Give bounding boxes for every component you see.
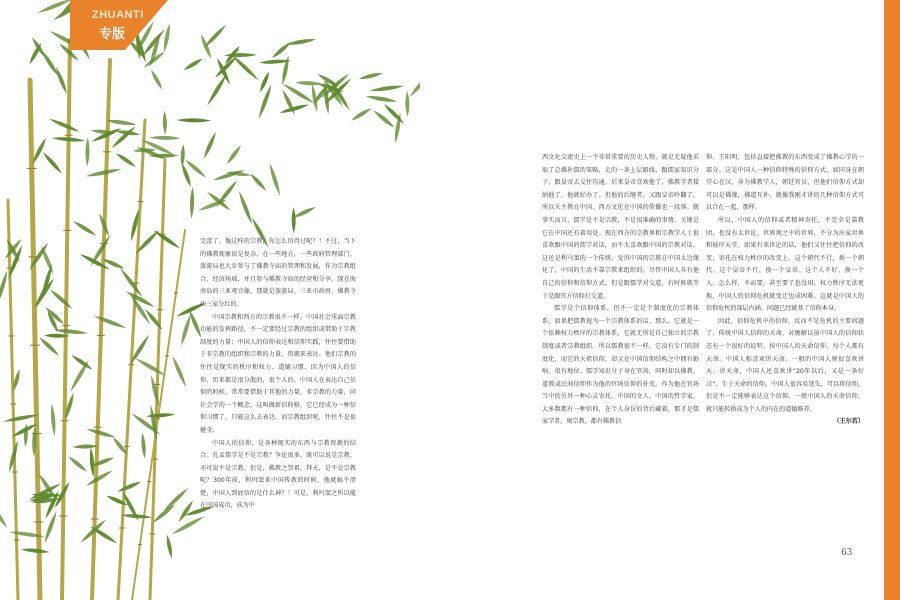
bamboo-leaf: [86, 427, 116, 439]
author-signature: （王尔若）: [833, 418, 864, 426]
bamboo-leaf: [149, 136, 181, 141]
bamboo-leaf: [408, 74, 420, 99]
bamboo-leaf: [151, 503, 176, 525]
bamboo-leaf: [72, 219, 97, 237]
article-column-1: [200, 236, 356, 513]
bamboo-leaf: [48, 117, 80, 134]
bamboo-leaf: [21, 547, 51, 554]
bamboo-leaf: [115, 152, 137, 169]
bamboo-leaf: [85, 137, 90, 167]
bamboo-leaf: [171, 355, 188, 388]
bamboo-leaf: [257, 84, 273, 120]
bamboo-leaf: [68, 358, 90, 393]
bamboo-leaf: [49, 288, 74, 310]
section-tab-en: ZHUANTI: [92, 9, 144, 21]
bamboo-leaf: [134, 357, 167, 378]
bamboo-leaf: [40, 49, 60, 77]
paragraph: 因此，信仰危机中的信仰，反而不是危机的主要问题了。传统中国人信仰的天命，对缠解以前中国人的信仰状态有一个很好的说明。按中国人的天命信仰，每个人都有天命。中国人相喜欢讲天命。一般的中国人则很喜欢讲天、讲天命，中国人还喜欢讲“20年以后，又是一条好汉”。生于天命的信仰，中国人很容易迷失，可以将信仰，但是不一定能够表达这个信仰。一般中国人的天命信仰，就只能转换成为个人的内在的道德修养。: [706, 317, 864, 413]
page-number: 63: [841, 548, 853, 558]
bamboo-leaf: [365, 94, 397, 103]
bamboo-leaf: [93, 314, 127, 330]
bamboo-leaf: [249, 172, 268, 192]
bamboo-leaf: [140, 432, 146, 458]
bamboo-leaf: [199, 33, 213, 59]
bamboo-leaf: [206, 73, 229, 107]
bamboo-leaf: [202, 131, 218, 159]
bamboo-leaf: [350, 106, 372, 122]
bamboo-leaf: [0, 502, 9, 529]
bamboo-leaf: [292, 207, 296, 233]
bamboo-leaf: [179, 314, 192, 347]
bamboo-leaf: [225, 144, 242, 165]
bamboo-leaf: [171, 515, 206, 537]
bamboo-leaf: [67, 455, 88, 473]
bamboo-leaf: [149, 375, 161, 408]
page-edge-bar: [884, 0, 900, 600]
bamboo-leaf: [176, 118, 212, 123]
paragraph: 仰。王阳明，包括直接把佛教的东西变成了佛教心学的一部分。这是中国人一种信仰特殊的信仰方式，如同身在朝堂心在汉，身为佛教学人，朝廷官员，但他们信仰方式却可以是佛缘，佛道互补，就像我刚才讲的几种信仰方式可以合在一起，那样。: [706, 154, 864, 212]
bamboo-leaf: [41, 151, 63, 175]
bamboo-leaf: [177, 499, 195, 523]
bamboo-leaf: [358, 71, 383, 81]
bamboo-leaf: [180, 144, 185, 167]
paragraph: 所以，中国人的信仰或者精神寄托，不完全是靠教团，也没有太世论。世界观之中的世界，不分为出家世界和彼岸天堂。如果有来世论的话，他们又往往把信仰的改变，寄托在权力秩序的改变上。这个朝代不行，换一个朝代。这个皇帝不行，换一个皇帝。这个人不好，换一个人。怎么样，不而要，甚至要了也没用。权力秩序无法更换，中国人的信仰危机就变迁也成困难。这就是中国人的信仰危机的深层内涵，问题已经就基了信仰本身。: [706, 216, 864, 313]
bamboo-leaf: [149, 69, 164, 91]
bamboo-leaf: [85, 469, 114, 488]
bamboo-leaf: [295, 80, 322, 86]
paragraph: 中国人的信仰，是各种现实的东西与宗教资源的结合。孔孟儒学是不是宗教？争论很多，既可以说是宗教，亦可说不是宗教。但是，佛教之祭祖、拜天，是不是宗教呢？300年前，利玛窦来中国传教的时候，他就搞不清楚，中国人到底信的是什么神？！可是，利玛窦之所以能在中国成功，成为中: [200, 439, 356, 510]
bamboo-leaf: [38, 336, 60, 357]
bamboo-leaf: [146, 412, 176, 418]
bamboo-leaf: [72, 444, 98, 449]
article-column-3: [706, 152, 864, 429]
bamboo-leaf: [189, 187, 194, 219]
bamboo-leaf: [116, 480, 141, 494]
bamboo-leaf: [54, 67, 68, 95]
bamboo-leaf: [268, 162, 282, 196]
bamboo-leaf: [405, 91, 409, 117]
paragraph: 儒学是个信仰体系，但不一定是个制度化的宗教体系。如果把儒教视为一个宗教体系的话，那么，它就是一个依赖权力秩序的宗教体系，它就无所是自己独立的宗教制度或者宗教组织。所以儒教很不一样，它没有专门的制度化，而它的天祖信仰，却又在中国信仰结构之中拥有影响。很有地位。儒学知识分子身在官场，同时却以佛教、道教或民间信仰作为他的官场信仰的补充。作为他在官场当中的另外一种心灵寄托。中国的文人、中国的哲学家，大多数都有一种信仰，在个人身份的背后藏着，那才是儒家学者，奥宗教，都有佛教信: [542, 305, 699, 426]
article-column-2: [542, 152, 699, 429]
bamboo-leaf: [183, 57, 204, 72]
bamboo-leaf: [285, 37, 316, 46]
bamboo-leaf: [43, 510, 59, 544]
paragraph: 完蛋了。像这样的宗教，你怎么信得过呢？！不过，当下的佛教现象很是复杂，在一些地方，一些政府管理部门、旅游局也大步参与了佛教寺庙的管理和发展，作为宗教组合、经济场域，并且参与佛教寺庙的经营和分享。现在海南岛的三亚观音像，那就是旅游局、三亚市政府、佛教寺庙三家分红的。: [200, 238, 356, 308]
bamboo-leaf: [237, 190, 254, 225]
bamboo-leaf: [50, 403, 57, 436]
bamboo-leaf: [0, 270, 9, 304]
bamboo-leaf: [163, 111, 168, 135]
bamboo-leaf: [231, 54, 260, 82]
paragraph: 西文化交流史上一个非常重要的历史人物，就是无疑他采取了总佛补儒的策略，走的一条上层路线，跟儒家知识分子、跟皇帝去交往沟通。后来皇帝喜欢他了，佛教学者接纳他了，他就好办了。但他的后继者，又跟皇帝吵翻了，所以天主教在中国，西方文化在中国的传播也一段落。就事实而言，儒学是不是宗教，不是很准确的事情。关键是它在中国还有着用处。现在西方的宗教界和宗教学人士很喜欢跟中国的儒学对话，而不太喜欢跟中国的宗教对话。这还是利马窦的一个传统，觉得中国的宗教在中国太边缘化了，中国的生活不靠宗教来组织的。尽管中国人具有他自己的信仰和信仰方式，但是跟儒学对交道，有时候就等于是跟官方信仰打交道。: [542, 154, 699, 300]
bamboo-leaf: [106, 118, 137, 126]
bamboo-leaf: [165, 534, 174, 559]
bamboo-leaf: [152, 229, 181, 251]
bamboo-leaf: [369, 84, 404, 93]
bamboo-leaf: [85, 167, 121, 178]
bamboo-stalks: [7, 40, 185, 600]
bamboo-leaf: [110, 125, 137, 150]
paragraph: 中国宗教和西方的宗教很不一样。中国社会重面宗教功能的发挥路径，不一定要经过宗教的组织或借助于宗教制度的力量；中国人的信仰表达和信仰实践，往往要借助于非宗教的组织和宗教的力量、资源来表达。他们宗教的往往是现实的秩序和权力、道德习惯，因为中国人的信仰，历来都是很分散的，很个人的。中国人在表达自己信仰的时候，常常要借助于其他的力量，非宗教的力量，同社会学的一个概念，这叫做新信仰格。它已经成为一种信仰习惯了，只能这么去表达。而宗教组织呢，往往不是很健全。: [200, 313, 356, 434]
bamboo-leaf: [271, 41, 293, 60]
section-tab-cn: 专版: [99, 27, 126, 42]
